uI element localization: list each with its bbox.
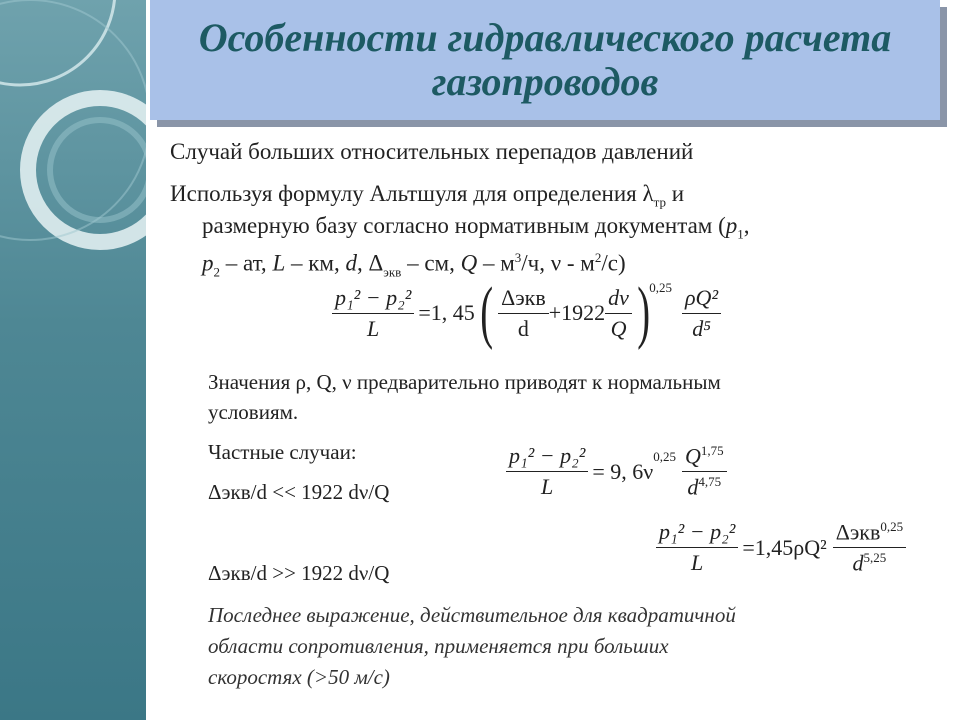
case2-coefficient: =1,45ρQ² — [742, 534, 827, 560]
case-heading: Случай больших относительных перепадов давлений — [170, 139, 694, 164]
case1-rhs-numerator: Q — [684, 443, 701, 469]
note-line1: Последнее выражение, действительное для квадратичной — [208, 603, 736, 627]
main-inner1-denominator: d — [517, 315, 529, 341]
values-line2: условиям. — [208, 400, 299, 424]
case2-condition: Δэкв/d >> 1922 dν/Q — [208, 561, 390, 585]
case1-rhs-num-exp: 1,75 — [700, 443, 724, 458]
intro-line2-text: размерную базу согласно нормативным документам ( — [202, 213, 726, 238]
main-rhs-denominator: d⁵ — [692, 315, 711, 341]
decorative-rings-icon — [0, 0, 146, 720]
cube-sup: 3 — [514, 250, 522, 265]
right-paren: ) — [637, 274, 651, 351]
case2-rhs-denominator: d — [852, 550, 864, 576]
main-inner2-denominator: Q — [610, 315, 627, 341]
L-symbol: L — [272, 250, 286, 276]
title-banner — [150, 0, 940, 120]
main-lhs-numerator: p₁² − p₂² — [332, 285, 414, 314]
left-paren: ( — [480, 274, 493, 351]
intro-text-a: Используя формулу Альтшуля для определения — [170, 181, 643, 206]
ekv-subscript: экв — [383, 264, 402, 280]
case2-lhs-numerator: p₁² − p₂² — [656, 519, 738, 548]
case1-rhs-den-exp: 4,75 — [698, 474, 722, 490]
units-b: – км, — [285, 250, 346, 276]
note-line3: скоростях (>50 м/с) — [208, 665, 390, 689]
main-rhs-numerator: ρQ² — [682, 285, 721, 314]
main-coefficient: =1, 45 — [418, 300, 475, 325]
units-d: – см, — [401, 250, 461, 276]
case2-rhs-numerator: Δэкв — [835, 519, 881, 545]
main-plus-coef: +1922 — [548, 300, 606, 325]
case2-rhs-den-exp: 5,25 — [863, 550, 887, 566]
slide-title-line2: газопроводов — [431, 59, 659, 104]
p1-symbol: p — [725, 213, 738, 238]
intro-line2: размерную базу согласно нормативным документам ($p_1$, — [202, 213, 750, 242]
main-formula — [332, 274, 721, 351]
main-inner2-numerator: dν — [605, 285, 632, 314]
special-cases-label: Частные случаи: — [208, 440, 357, 464]
p2-subscript: 2 — [213, 264, 220, 280]
note-line2: области сопротивления, применяется при больших — [208, 634, 669, 658]
square-sup: 2 — [594, 250, 602, 265]
case2-rhs-num-exp: 0,25 — [880, 519, 904, 534]
lambda-subscript: тр — [653, 194, 666, 210]
Q-symbol: Q — [460, 250, 478, 276]
p1-subscript: 1 — [737, 226, 744, 242]
units-e: – м — [477, 250, 515, 276]
case1-lhs-numerator: p₁² − p₂² — [506, 443, 588, 472]
case1-lhs-denominator: L — [541, 474, 554, 500]
case1-rhs-denominator: d — [687, 474, 699, 500]
lambda-symbol: λ — [642, 181, 654, 206]
case2-formula — [656, 519, 906, 577]
main-inner1-numerator: Δэкв — [498, 285, 549, 314]
units-a: – ат, — [220, 250, 273, 276]
slide-title-line1: Особенности гидравлического расчета — [198, 15, 892, 60]
decorative-sidebar — [0, 0, 146, 720]
p2-symbol: p — [202, 250, 214, 276]
case2-lhs-denominator: L — [691, 550, 704, 576]
d-symbol: d — [345, 250, 357, 276]
case1-nu-exponent: 0,25 — [653, 449, 676, 464]
units-f: /ч, ν - м — [521, 250, 595, 276]
units-g: /с) — [601, 250, 626, 276]
case1-condition: Δэкв/d << 1922 dν/Q — [208, 480, 390, 504]
main-lhs-denominator: L — [367, 315, 380, 341]
intro-text-b: и — [666, 181, 685, 206]
main-exponent: 0,25 — [649, 280, 672, 295]
case1-coefficient: = 9, 6ν — [592, 458, 654, 484]
case1-formula — [506, 443, 727, 501]
units-c: , Δ — [356, 250, 384, 276]
values-line1: Значения ρ, Q, ν предварительно приводят к нормальным — [208, 370, 721, 394]
